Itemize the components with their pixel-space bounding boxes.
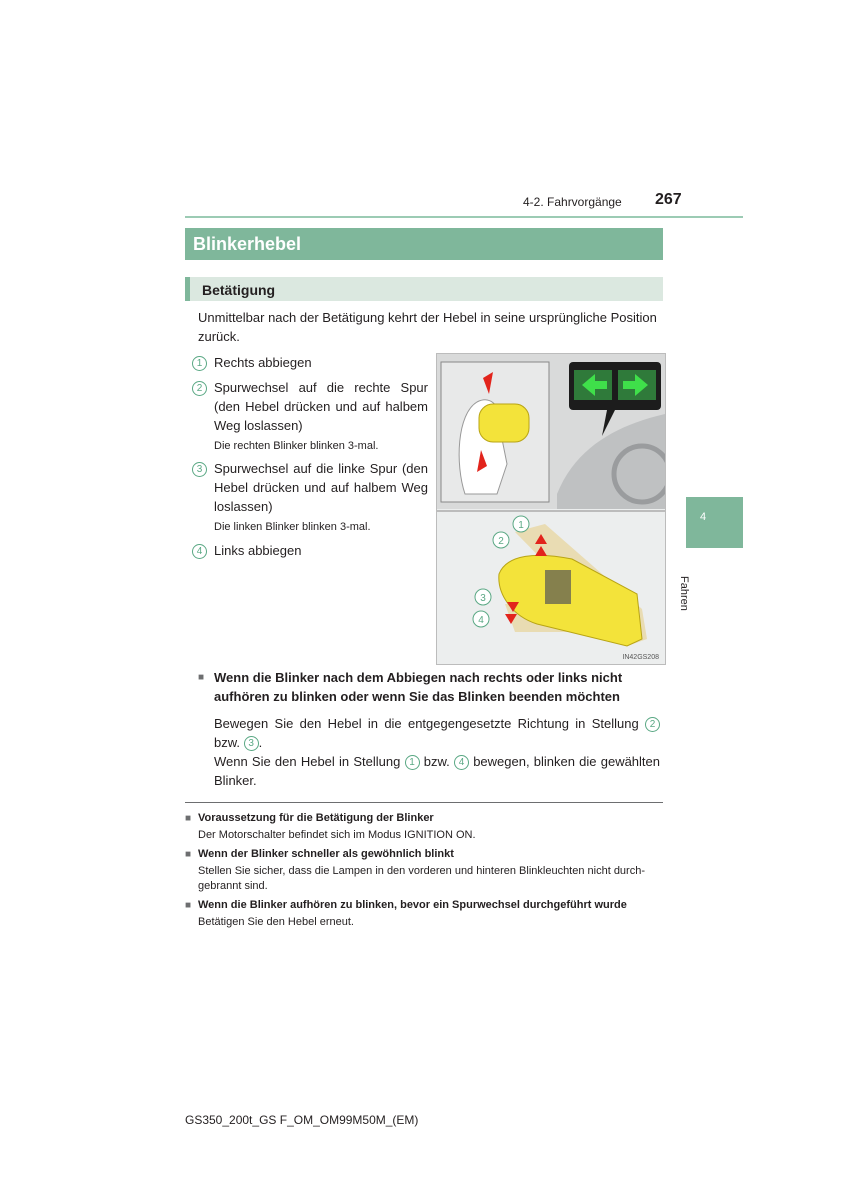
- step-list: [192, 353, 428, 560]
- page-number: 267: [655, 191, 682, 208]
- note-heading-row: [185, 898, 663, 913]
- step-note: Die linken Blinker blinken 3-mal.: [214, 521, 371, 533]
- callout-label: 2: [498, 536, 504, 547]
- stop-text: Wenn Sie den Hebel in Stellung: [214, 754, 401, 769]
- stop-text: bzw.: [214, 735, 241, 750]
- step-note: Die rechten Blinker blinken 3-mal.: [214, 440, 379, 452]
- document-code: GS350_200t_GS F_OM_OM99M50M_(EM): [185, 1113, 419, 1127]
- note-heading: Wenn der Blinker schneller als gewöhnlich blinkt: [198, 848, 454, 860]
- note-text: Betätigen Sie den Hebel erneut.: [198, 916, 354, 928]
- intro-text: Unmittelbar nach der Betätigung kehrt der Hebel in seine ursprüngliche Position zurück.: [198, 310, 657, 344]
- note-heading: Wenn die Blinker aufhören zu blinken, bevor ein Spurwechsel durchgeführt wurde: [198, 899, 627, 911]
- step-number: 4: [192, 544, 207, 559]
- square-bullet-icon: ■: [198, 672, 205, 683]
- stop-heading: Wenn die Blinker nach dem Abbiegen nach rechts oder links nicht aufhören zu blinken oder wenn Sie das Blinken beenden möchten: [214, 670, 623, 704]
- callout-label: 3: [480, 593, 486, 604]
- chapter-number: 4: [700, 511, 707, 523]
- chapter-tab: [686, 497, 743, 548]
- step-text: Rechts abbiegen: [214, 355, 312, 370]
- stop-text: Bewegen Sie den Hebel in die entgegengesetzte Richtung in Stellung: [214, 716, 639, 731]
- list-item: [192, 541, 428, 560]
- chapter-label: Fahren: [678, 576, 690, 611]
- step-number: 2: [192, 381, 207, 396]
- note-heading-row: [185, 847, 663, 862]
- step-number: 3: [244, 736, 259, 751]
- step-number: 1: [192, 356, 207, 371]
- note-text: Der Motorschalter befindet sich im Modus IGNITION ON.: [198, 829, 476, 841]
- list-item: [192, 353, 428, 372]
- notes-divider: [185, 802, 663, 803]
- step-text: Spurwechsel auf die rechte Spur (den Hebel drücken und auf halbem Weg loslassen): [214, 380, 428, 433]
- header-rule: [185, 216, 743, 218]
- lever-shape: [479, 404, 529, 442]
- notes-section: [185, 811, 663, 934]
- page-title: Blinkerhebel: [185, 228, 663, 260]
- note-text: Stellen Sie sicher, dass die Lampen in den vorderen und hinteren Blinkleuchten nicht durch-gebrannt sind.: [198, 865, 645, 892]
- square-bullet-icon: ■: [185, 849, 192, 860]
- subsection-title: Betätigung: [185, 277, 663, 301]
- list-item: [192, 378, 428, 435]
- section-label: 4-2. Fahrvorgänge: [523, 195, 622, 209]
- lever-switch: [545, 570, 571, 604]
- turn-signal-illustration: [436, 353, 666, 665]
- square-bullet-icon: ■: [185, 813, 192, 824]
- step-text: Links abbiegen: [214, 543, 302, 558]
- stop-paragraph: Bewegen Sie den Hebel in die entgegengesetzte Richtung in Stellung 2 bzw. 3 . Wenn Sie den Hebel in Stellung 1 bzw. 4 bewegen, blinken die gewählten Blinker.: [214, 716, 660, 788]
- stop-section: [198, 668, 660, 790]
- step-number: 3: [192, 462, 207, 477]
- stop-heading-row: [198, 668, 660, 706]
- callout-label: 1: [518, 520, 524, 531]
- list-item: [192, 459, 428, 516]
- step-number: 2: [645, 717, 660, 732]
- illustration-drawing: [437, 354, 665, 664]
- step-text: Spurwechsel auf die linke Spur (den Hebel drücken und auf halbem Weg loslassen): [214, 461, 428, 514]
- illustration-code: IN42GS208: [622, 654, 659, 661]
- step-number: 4: [454, 755, 469, 770]
- note-heading-row: [185, 811, 663, 826]
- note-heading: Voraussetzung für die Betätigung der Blinker: [198, 812, 434, 824]
- square-bullet-icon: ■: [185, 900, 192, 911]
- step-number: 1: [405, 755, 420, 770]
- stop-text: bewegen, blinken die gewählten Blinker.: [214, 754, 660, 788]
- stop-text: bzw.: [423, 754, 450, 769]
- callout-label: 4: [478, 615, 484, 626]
